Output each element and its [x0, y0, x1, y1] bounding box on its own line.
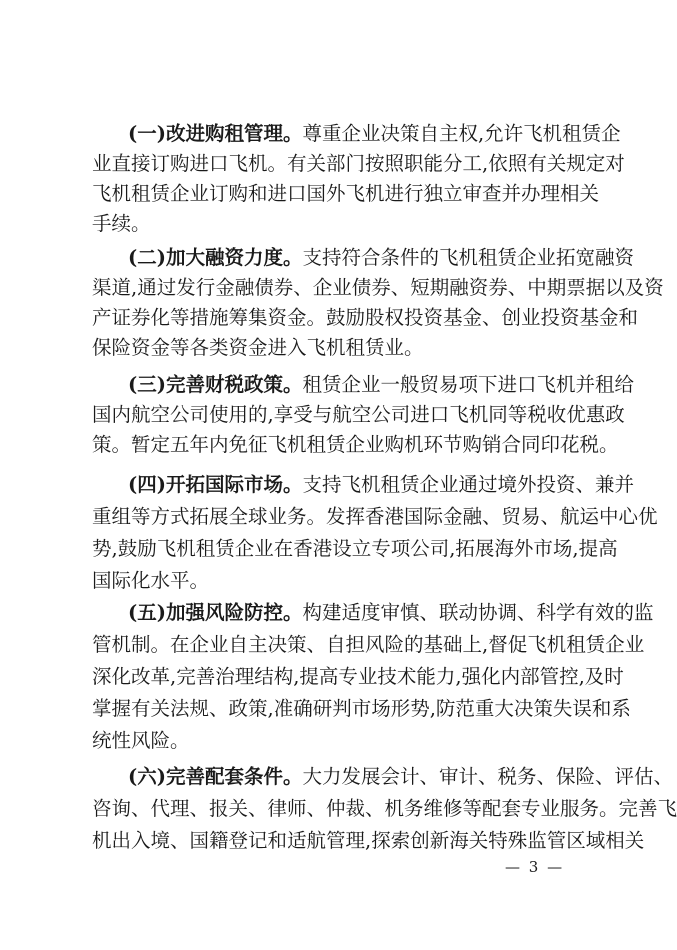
paragraph-line: (三)完善财税政策。租赁企业一般贸易项下进口飞机并租给 [128, 373, 634, 396]
paragraph-line: 策。暂定五年内免征飞机租赁企业购机环节购销合同印花税。 [92, 433, 619, 456]
paragraph-line: 管机制。在企业自主决策、自担风险的基础上,督促飞机租赁企业 [92, 633, 645, 656]
paragraph-line: 势,鼓励飞机租赁企业在香港设立专项公司,拓展海外市场,提高 [92, 537, 618, 560]
paragraph-line: 重组等方式拓展全球业务。发挥香港国际金融、贸易、航运中心优 [92, 505, 658, 528]
paragraph-line: 渠道,通过发行金融债券、企业债券、短期融资券、中期票据以及资 [92, 276, 664, 299]
paragraph-line: 手续。 [92, 212, 151, 235]
paragraph-line: 产证券化等措施筹集资金。鼓励股权投资基金、创业投资基金和 [92, 306, 639, 329]
paragraph-line: (五)加强风险防控。构建适度审慎、联动协调、科学有效的监 [128, 601, 654, 624]
paragraph-line: (一)改进购租管理。尊重企业决策自主权,允许飞机租赁企 [128, 122, 621, 145]
paragraph-heading: (五)加强风险防控。 [128, 601, 303, 624]
paragraph-heading: (二)加大融资力度。 [128, 246, 303, 269]
paragraph-line: (六)完善配套条件。大力发展会计、审计、税务、保险、评估、 [128, 765, 673, 788]
paragraph-line: 咨询、代理、报关、律师、仲裁、机务维修等配套专业服务。完善飞 [92, 797, 677, 820]
paragraph-heading: (六)完善配套条件。 [128, 765, 303, 788]
paragraph-line: 统性风险。 [92, 729, 190, 752]
paragraph-line: 掌握有关法规、政策,准确研判市场形势,防范重大决策失误和系 [92, 697, 631, 720]
paragraph-line: (四)开拓国际市场。支持飞机租赁企业通过境外投资、兼并 [128, 473, 634, 496]
paragraph-heading: (四)开拓国际市场。 [128, 473, 303, 496]
paragraph-line: 国际化水平。 [92, 569, 210, 592]
paragraph-line: 机出入境、国籍登记和适航管理,探索创新海关特殊监管区域相关 [92, 829, 645, 852]
paragraph-heading: (三)完善财税政策。 [128, 373, 303, 396]
paragraph-line: 飞机租赁企业订购和进口国外飞机进行独立审查并办理相关 [92, 182, 600, 205]
page-number: — 3 — [505, 858, 565, 876]
paragraph-line: 保险资金等各类资金进入飞机租赁业。 [92, 336, 424, 359]
paragraph-line: 业直接订购进口飞机。有关部门按照职能分工,依照有关规定对 [92, 152, 625, 175]
paragraph-heading: (一)改进购租管理。 [128, 122, 303, 145]
paragraph-line: 国内航空公司使用的,享受与航空公司进口飞机同等税收优惠政 [92, 403, 625, 426]
paragraph-line: 深化改革,完善治理结构,提高专业技术能力,强化内部管控,及时 [92, 665, 624, 688]
paragraph-line: (二)加大融资力度。支持符合条件的飞机租赁企业拓宽融资 [128, 246, 634, 269]
